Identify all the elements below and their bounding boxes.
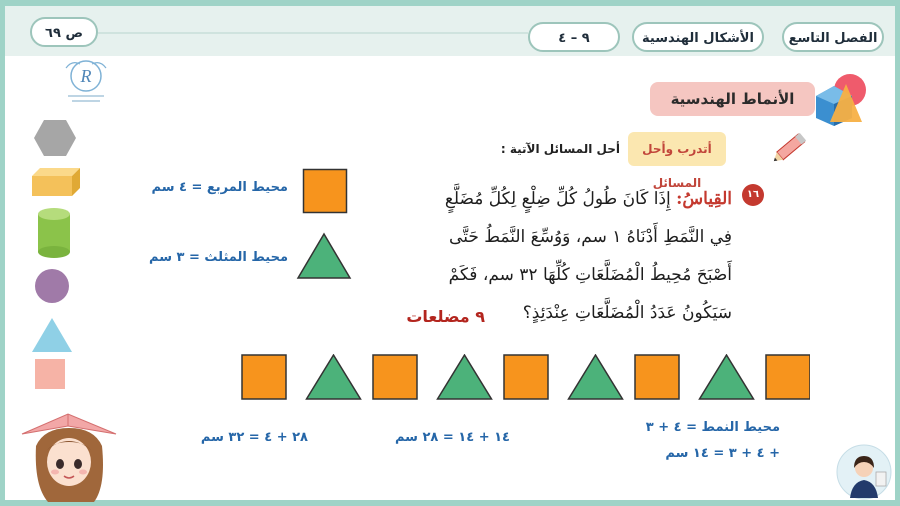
- square-perimeter-text: محيط المربع = ٤ سم: [151, 180, 288, 195]
- page-number-pill: ص ٦٩: [30, 17, 98, 47]
- left-border: [0, 0, 5, 506]
- problem-keyword: القِياسُ:: [676, 189, 732, 209]
- square-shape: [302, 168, 348, 214]
- problem-line-2: فِي النَّمَطِ أَدْنَاهُ ١ سم، وَوُسِّعَ النَّمَطُ حَتَّى: [449, 227, 732, 247]
- svg-text:R: R: [80, 66, 92, 86]
- chapter-pill: الفصل التاسع: [782, 22, 884, 52]
- lesson-title-banner: الأنماط الهندسية: [650, 82, 815, 116]
- pattern-square: [635, 355, 679, 399]
- right-border: [895, 0, 900, 506]
- circle-icon: [34, 268, 70, 304]
- pattern-triangle: [307, 355, 361, 399]
- lesson-number-pill: ٩ – ٤: [528, 22, 620, 52]
- problem-line-3: أَصْبَحَ مُحِيطُ الْمُضَلَّعَاتِ كُلِّهَا ٣٢ سم، فَكَمْ: [448, 265, 732, 285]
- prism-icon: [30, 166, 82, 198]
- practice-banner: أتدرب وأحل المسائل: [628, 132, 726, 166]
- teacher-avatar-icon: [836, 444, 892, 500]
- publisher-logo-icon: [58, 56, 114, 110]
- pattern-perimeter-line-2: + ٤ + ٣ = ١٤ سم: [665, 446, 780, 461]
- pencil-icon: [770, 122, 816, 168]
- calc-step-2: ١٤ + ١٤ = ٢٨ سم: [394, 430, 510, 445]
- pattern-triangle: [438, 355, 492, 399]
- problem-line-1-text: إِذَا كَانَ طُولُ كُلِّ ضِلْعٍ لِكُلِّ مُضَلَّعٍ: [444, 189, 671, 209]
- geometric-shapes-icon: [800, 72, 870, 128]
- calc-step-3: ٢٨ + ٤ = ٣٢ سم: [200, 430, 308, 445]
- girl-reading-illustration: [14, 406, 124, 504]
- cylinder-icon: [34, 206, 74, 260]
- pattern-sequence: [240, 354, 810, 400]
- hexagon-icon: [32, 118, 78, 158]
- triangle-shape: [296, 232, 352, 280]
- triangle-perimeter-text: محيط المثلث = ٣ سم: [149, 250, 288, 265]
- pattern-square: [504, 355, 548, 399]
- instruction-text: أحل المسائل الآتية :: [500, 142, 620, 156]
- answer-text: ٩ مضلعات: [406, 307, 485, 326]
- pattern-square: [242, 355, 286, 399]
- problem-number-badge: ١٦: [742, 184, 764, 206]
- problem-line-4: سَيَكُونُ عَدَدُ الْمُضَلَّعَاتِ عِنْدَئِذٍ؟: [522, 303, 732, 323]
- problem-line-1: [400, 180, 732, 218]
- bottom-border: [0, 500, 900, 506]
- pattern-square: [766, 355, 810, 399]
- pattern-perimeter-line-1: محيط النمط = ٤ + ٣: [645, 420, 780, 435]
- pattern-square: [373, 355, 417, 399]
- pattern-triangle: [569, 355, 623, 399]
- square-icon: [34, 358, 66, 390]
- header-divider: [98, 32, 528, 34]
- pattern-triangle: [700, 355, 754, 399]
- unit-title-pill: الأشكال الهندسية: [632, 22, 764, 52]
- triangle-icon: [30, 316, 74, 354]
